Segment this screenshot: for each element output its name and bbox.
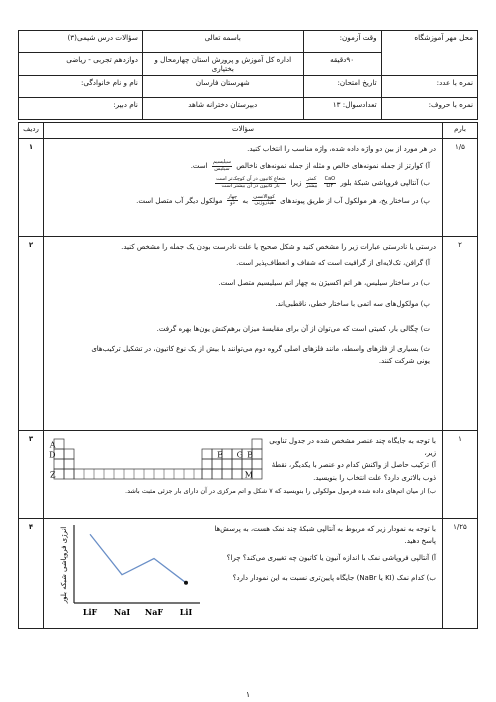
q1-b-text: ب) آنتالپی فروپاشی شبکهٔ بلور [340, 179, 430, 188]
q2-part-a: آ) گرافن، تک‌لایه‌ای از گرافیت است که شفاف و انعطاف‌پذیر است. [236, 259, 430, 268]
data-point [184, 581, 188, 585]
q4-intro: با توجه به نمودار زیر که مربوط به آنتالپی شبکهٔ چند نمک هست، به پرسش‌ها [214, 525, 436, 533]
col-row-header: ردیف [19, 123, 44, 139]
choice-bottom: هیدروژنی [254, 200, 274, 207]
q1-a-end: است. [190, 162, 208, 171]
q2-intro: درستی یا نادرستی عبارات زیر را مشخص کنید و شکل صحیح یا علت نادرست بودن یک جمله را مشخص کنید. [121, 243, 436, 251]
q2-part-e-cont: یونی شرکت کنند. [378, 357, 430, 366]
question-score: ۱/۲۵ [443, 519, 478, 629]
q3-part-b: ب) از میان اتم‌های داده شده فرمول مولکولی را بنویسید که ۷ شکل و اتم مرکزی در آن دارای بار جزئی مثبت باشد. [125, 486, 436, 495]
choice-bottom: سیلیس [214, 165, 230, 172]
element-label-M: M [244, 470, 253, 480]
q1-b-choice1 [324, 177, 337, 189]
course-title: سؤالات درس شیمی(۳) [19, 31, 143, 53]
question-2 [19, 237, 478, 431]
element-label-Z: Z [49, 470, 56, 480]
question-score: ۱ [443, 431, 478, 519]
student-name-field: نام و نام خانوادگی: [19, 76, 143, 98]
col-score-header: بارم [443, 123, 478, 139]
q1-part-c [50, 195, 436, 207]
questions-table [18, 122, 478, 629]
question-number: ۱ [19, 139, 44, 237]
element-label-E: E [217, 450, 223, 460]
q1-c-mid: به [242, 196, 249, 205]
periodic-table-figure [49, 437, 264, 483]
choice-bottom: LiF [326, 182, 334, 189]
duration-label: وقت آزمون: [303, 31, 381, 53]
q4-part-b: ب) کدام نمک (KI یا NaBr) جایگاه پایین‌تری نسبت به این نمودار دارد؟ [232, 573, 436, 582]
lattice-enthalpy-chart [52, 521, 202, 625]
q2-part-b: ب) در ساختار سیلیس، هر اتم اکسیژن به چهار اتم سیلیسیم متصل است. [218, 279, 430, 288]
q1-b-choice3 [215, 177, 286, 189]
q2-part-c: پ) مولکول‌های سه اتمی با ساختار خطی، ناقطبی‌اند. [275, 299, 430, 308]
x-tick-label: LiF [82, 607, 98, 617]
grade-field: دوازدهم تجربی - ریاضی [19, 53, 143, 76]
choice-top: شعاع کاتیون در آن کوچک‌تر است [216, 176, 286, 183]
question-score: ۱/۵ [443, 139, 478, 237]
score-words-field: نمره با حروف: [381, 98, 477, 120]
choice-top: چهار [227, 193, 238, 200]
question-number: ۳ [19, 431, 44, 519]
q1-c-choice1 [252, 195, 276, 207]
exam-header [18, 30, 478, 120]
exam-date-field: تاریخ امتحان: [303, 76, 381, 98]
element-label-G: G [236, 450, 243, 460]
element-label-D: D [49, 450, 56, 460]
duration-value: ۹۰دقیقه [303, 53, 381, 76]
q4-part-a: آ) آنتالپی فروپاشی نمک با اندازه آنیون یا کاتیون چه تغییری می‌کند؟ چرا؟ [226, 554, 436, 563]
x-tick-label: NaF [144, 607, 164, 617]
q1-part-a [50, 160, 436, 172]
choice-top: کووالانسی [253, 193, 275, 200]
x-tick-label: LiI [179, 607, 193, 617]
question-1 [19, 139, 478, 237]
choice-bottom: دو [230, 200, 235, 207]
q3-part-a-cont: ذوب بالاتری دارد؟ علت انتخاب را بنویسید. [313, 473, 436, 482]
q1-c-end: مولکول دیگر آب متصل است. [136, 196, 223, 205]
city-name: شهرستان فارسان [142, 76, 303, 98]
col-questions-header: سؤالات [44, 123, 443, 139]
choice-top: کمتر [306, 176, 317, 183]
question-number: ۲ [19, 237, 44, 431]
choice-top: سیلیسیم [212, 159, 232, 166]
teacher-name-field: نام دبیر: [19, 98, 143, 120]
q1-a-choice [212, 160, 232, 172]
school-name: دبیرستان دخترانه شاهد [142, 98, 303, 120]
element-label-B: B [247, 450, 253, 460]
q2-part-e: ث) بسیاری از فلزهای واسطه، مانند فلزهای اصلی گروه دوم می‌توانند با بیش از یک نوع کاتیون، در تشکیل ترکیب‌های [91, 344, 430, 353]
office-name: اداره کل آموزش و پرورش استان چهارمحال و بختیاری [142, 53, 303, 76]
q4-intro-cont: پاسخ دهید. [404, 537, 436, 546]
series-line [90, 534, 186, 583]
q2-part-d: ت) چگالی بار، کمیتی است که می‌توان از آن برای مقایسهٔ میزان برهم‌کنش یون‌ها بهره گرفت. [156, 324, 430, 333]
choice-bottom: بار کاتیون در آن بیشتر است [221, 182, 280, 189]
x-tick-label: NaI [113, 607, 131, 617]
score-number-field: نمره با عدد: [381, 76, 477, 98]
question-4 [19, 519, 478, 629]
element-label-A: A [49, 440, 56, 450]
page-number: ۱ [245, 690, 251, 699]
q3-part-a: آ) ترکیب حاصل از واکنش کدام دو عنصر با یکدیگر، نقطهٔ [271, 461, 436, 470]
question-count: تعدادسوال: ۱۳ [303, 98, 381, 120]
question-3 [19, 431, 478, 519]
q1-c-text: پ) در ساختار یخ، هر مولکول آب از طریق پیوندهای [280, 196, 430, 205]
q3-intro-cont: زیر، [424, 449, 436, 458]
question-score: ۲ [443, 237, 478, 431]
q1-intro: در هر مورد از بین دو واژه داده شده، واژه مناسب را انتخاب کنید. [247, 145, 436, 153]
y-axis-label: انرژی فروپاشی شبکه بلور [60, 526, 68, 604]
q1-a-text: آ) کوارتز از جمله نمونه‌های خالص و مثله از جمله نمونه‌های ناخالص [236, 162, 430, 171]
q3-intro: با توجه به جایگاه چند عنصر مشخص شده در جدول تناوبی [269, 437, 436, 445]
exam-page [18, 30, 478, 699]
choice-bottom: بیشتر [305, 182, 318, 189]
q1-c-choice2 [227, 195, 238, 207]
school-stamp: محل مهر آموزشگاه [381, 31, 477, 76]
q1-b-because: زیرا [290, 179, 302, 188]
choice-top: CaO [324, 176, 336, 183]
question-number: ۴ [19, 519, 44, 629]
basmala: باسمه تعالی [142, 31, 303, 53]
q1-b-choice2 [306, 177, 318, 189]
q1-part-b [50, 177, 436, 189]
